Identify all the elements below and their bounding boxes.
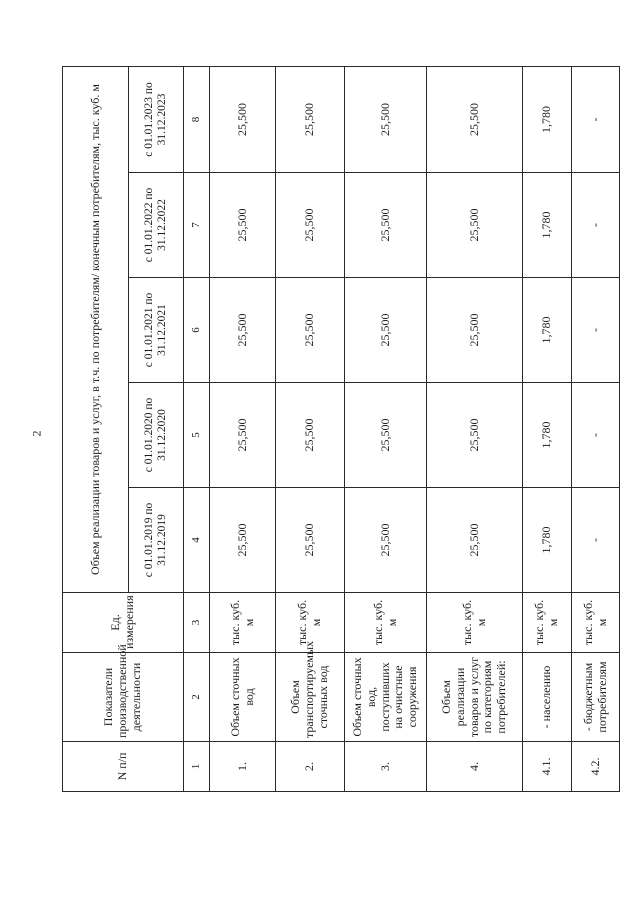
header-group: Объем реализации товаров и услуг, в т.ч. по потребителям/ конечным потребителям, тыс. куб. м bbox=[63, 66, 129, 592]
row-value: 25,500 bbox=[427, 488, 523, 593]
row-value: 1,780 bbox=[523, 66, 572, 172]
row-value: 25,500 bbox=[210, 488, 276, 593]
row-name: Объем реализации товаров и услуг по категориям потребителей: bbox=[427, 653, 523, 742]
column-number: 7 bbox=[184, 173, 210, 278]
row-value: 25,500 bbox=[345, 66, 427, 172]
row-value: 25,500 bbox=[345, 278, 427, 383]
column-number: 2 bbox=[184, 653, 210, 742]
column-number-row bbox=[184, 66, 210, 791]
header-period-2021: с 01.01.2021 по 31.12.2021 bbox=[129, 278, 184, 383]
row-value: 1,780 bbox=[523, 383, 572, 488]
row-name: Объем сточных вод bbox=[210, 653, 276, 742]
header-period-2022: с 01.01.2022 по 31.12.2022 bbox=[129, 173, 184, 278]
row-no: 4.1. bbox=[523, 742, 572, 792]
row-value: 25,500 bbox=[276, 173, 345, 278]
row-name: Объем сточных вод, поступивших на очистные сооружения bbox=[345, 653, 427, 742]
row-value: 25,500 bbox=[276, 278, 345, 383]
header-indicator: Показатели производственной деятельности bbox=[63, 653, 184, 742]
row-value: 25,500 bbox=[210, 383, 276, 488]
row-unit: тыс. куб. м bbox=[572, 593, 620, 653]
table-row bbox=[427, 66, 523, 791]
row-no: 3. bbox=[345, 742, 427, 792]
row-value: 25,500 bbox=[427, 173, 523, 278]
row-value: 25,500 bbox=[345, 488, 427, 593]
row-no: 1. bbox=[210, 742, 276, 792]
table-row bbox=[572, 66, 620, 791]
row-value: - bbox=[572, 383, 620, 488]
table-row bbox=[210, 66, 276, 791]
row-value: 25,500 bbox=[427, 66, 523, 172]
row-value: 25,500 bbox=[427, 278, 523, 383]
row-no: 2. bbox=[276, 742, 345, 792]
row-unit: тыс. куб. м bbox=[427, 593, 523, 653]
row-name: Объем транспортируемых сточных вод bbox=[276, 653, 345, 742]
row-value: 1,780 bbox=[523, 173, 572, 278]
header-period-2020: с 01.01.2020 по 31.12.2020 bbox=[129, 383, 184, 488]
row-value: 25,500 bbox=[210, 173, 276, 278]
table-row bbox=[276, 66, 345, 791]
row-no: 4. bbox=[427, 742, 523, 792]
row-name: - бюджетным потребителям bbox=[572, 653, 620, 742]
column-number: 3 bbox=[184, 593, 210, 653]
column-number: 4 bbox=[184, 488, 210, 593]
row-value: 1,780 bbox=[523, 488, 572, 593]
row-value: - bbox=[572, 278, 620, 383]
row-value: 25,500 bbox=[345, 173, 427, 278]
column-number: 1 bbox=[184, 742, 210, 792]
row-unit: тыс. куб. м bbox=[523, 593, 572, 653]
header-unit: Ед. измерения bbox=[63, 593, 184, 653]
row-value: 25,500 bbox=[276, 66, 345, 172]
header-period-2019: с 01.01.2019 по 31.12.2019 bbox=[129, 488, 184, 593]
row-value: 25,500 bbox=[210, 66, 276, 172]
rotated-table-container bbox=[62, 67, 609, 792]
row-name: - населению bbox=[523, 653, 572, 742]
column-number: 5 bbox=[184, 383, 210, 488]
row-value: - bbox=[572, 173, 620, 278]
column-number: 6 bbox=[184, 278, 210, 383]
production-table bbox=[62, 66, 620, 792]
table-row bbox=[523, 66, 572, 791]
row-value: 25,500 bbox=[276, 383, 345, 488]
page-number: 2 bbox=[29, 430, 44, 437]
row-value: - bbox=[572, 488, 620, 593]
table-row bbox=[345, 66, 427, 791]
column-number: 8 bbox=[184, 66, 210, 172]
row-value: 25,500 bbox=[210, 278, 276, 383]
row-unit: тыс. куб. м bbox=[276, 593, 345, 653]
header-no: N п/п bbox=[63, 742, 184, 792]
row-value: 1,780 bbox=[523, 278, 572, 383]
row-value: - bbox=[572, 66, 620, 172]
row-value: 25,500 bbox=[345, 383, 427, 488]
row-value: 25,500 bbox=[427, 383, 523, 488]
row-unit: тыс. куб. м bbox=[345, 593, 427, 653]
row-unit: тыс. куб. м bbox=[210, 593, 276, 653]
header-row-top bbox=[63, 66, 129, 791]
header-period-2023: с 01.01.2023 по 31.12.2023 bbox=[129, 66, 184, 172]
row-value: 25,500 bbox=[276, 488, 345, 593]
row-no: 4.2. bbox=[572, 742, 620, 792]
